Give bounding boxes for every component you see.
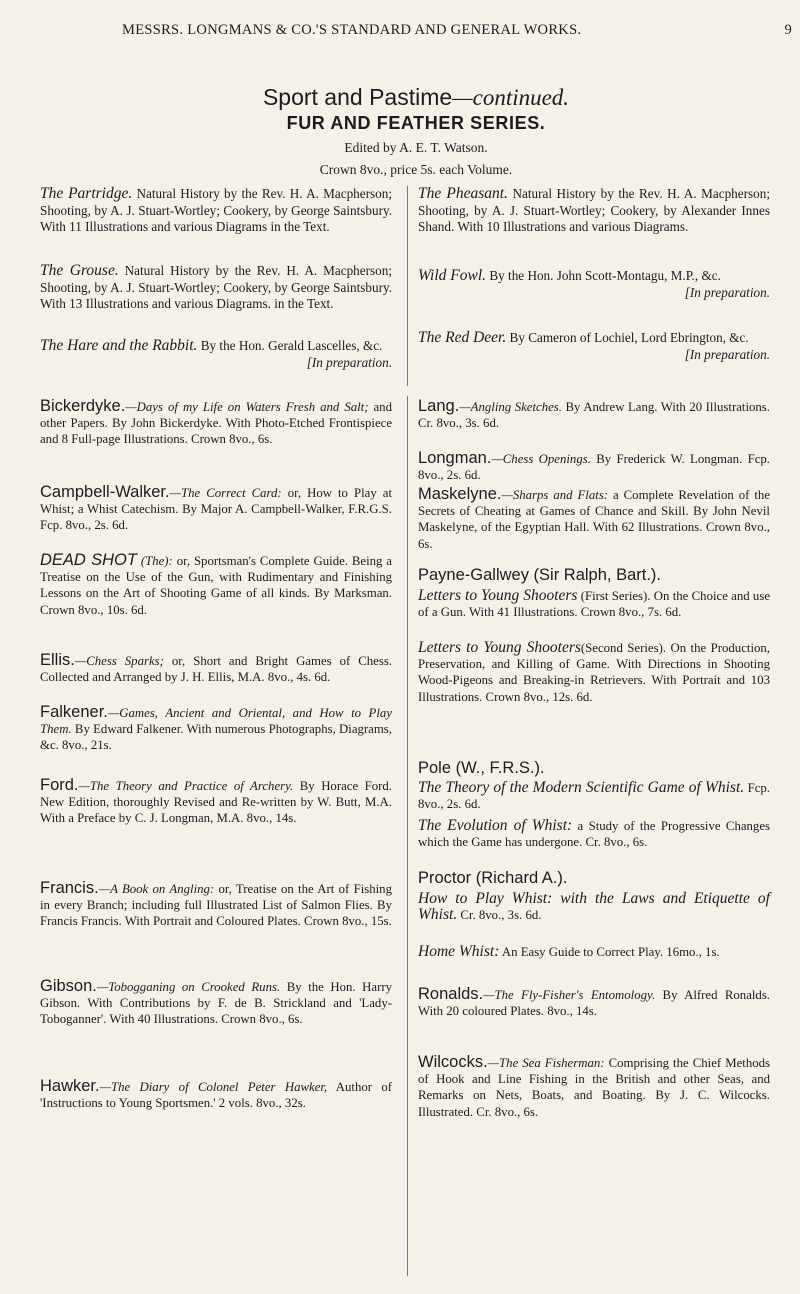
book-entry (40, 652, 392, 685)
book-description: Fcp. 8vo., 2s. 6d. (418, 781, 770, 812)
author-name: Wilcocks. (418, 1053, 488, 1071)
entry-body: By Cameron of Lochiel, Lord Ebrington, &c. (506, 330, 749, 345)
book-entry (418, 870, 770, 887)
book-description: By the Hon. Harry Gibson. With Contributions by F. de B. Strickland and 'Lady-Toboganner'. With 40 Illustrations. Crown 8vo., 6s. (40, 980, 393, 1027)
series-price: Crown 8vo., price 5s. each Volume. (319, 162, 513, 177)
book-title: —Days of my Life on Waters Fresh and Salt; (125, 400, 369, 414)
entry-title: The Grouse. (40, 262, 119, 279)
book-entry (418, 760, 770, 777)
author-name: Ronalds. (418, 985, 484, 1003)
book-entry (418, 588, 770, 620)
author-name: Falkener. (40, 703, 108, 721)
book-title: —Sharps and Flats: (501, 488, 609, 502)
author-name: Maskelyne. (418, 485, 502, 503)
book-entry (418, 640, 770, 705)
book-entry (418, 567, 770, 584)
author-name: Proctor (Richard A.). (418, 869, 568, 887)
book-description: or, Short and Bright Games of Chess. Collected and Arranged by J. H. Ellis, M.A. 8vo., 4s. 6d. (40, 654, 393, 685)
entry-title: Wild Fowl. (418, 267, 487, 284)
book-title: —Chess Openings. (491, 452, 591, 466)
entry-body: By the Hon. John Scott-Montagu, M.P., &c. (486, 268, 721, 283)
series-title: FUR AND FEATHER SERIES. (286, 113, 546, 133)
book-title: —Tobogganing on Crooked Runs. (96, 980, 281, 994)
book-entry (418, 818, 770, 850)
series-entry (418, 186, 770, 236)
section-title-continued: —continued. (452, 85, 570, 110)
author-name: Lang. (418, 397, 460, 415)
section-title-main: Sport and Pastime (262, 84, 453, 110)
book-description: By Edward Falkener. With numerous Photographs, Diagrams, &c. 8vo., 21s. (40, 722, 392, 753)
book-entry (40, 398, 392, 448)
entry-title: The Red Deer. (418, 329, 507, 346)
book-entry (418, 450, 770, 483)
book-description: Author of 'Instructions to Young Sportsmen.' 2 vols. 8vo., 32s. (40, 1080, 392, 1111)
book-entry (40, 978, 392, 1028)
book-title: —The Correct Card: (169, 486, 282, 500)
book-description: (Second Series). On the Production, Preservation, and Killing of Game. With Directions in Shooting Wood-Pigeons and Breaking-in Retrievers. With Portrait and 103 Illustrations. Crown 8vo., 12s. 6d. (418, 641, 770, 704)
author-name: Hawker. (40, 1077, 100, 1095)
book-description: a Study of the Progressive Changes which the Game has undergone. Cr. 8vo., 6s. (418, 819, 770, 850)
book-entry (40, 1078, 392, 1111)
entry-title: The Pheasant. (418, 185, 508, 202)
author-name: Francis. (40, 879, 99, 897)
book-entry (418, 1054, 770, 1120)
entry-title: The Partridge. (40, 185, 133, 202)
series-entry (418, 330, 770, 363)
book-entry (418, 986, 770, 1019)
book-title: Home Whist: (418, 943, 500, 960)
author-name: Bickerdyke. (40, 397, 126, 415)
author-name: Ford. (40, 776, 79, 794)
author-name: Ellis. (40, 651, 75, 669)
book-description: Cr. 8vo., 3s. 6d. (457, 908, 542, 923)
book-title: —The Fly-Fisher's Entomology. (483, 988, 656, 1002)
entry-note: [In preparation. (684, 346, 770, 362)
entry-body: Natural History by the Rev. H. A. Macpherson; Shooting, by A. J. Stuart-Wortley; Cookery, by George Saintsbury. With 11 Illustrations and various Diagrams in the Text. (40, 186, 392, 234)
book-entry (40, 704, 392, 754)
book-title: —The Diary of Colonel Peter Hawker, (99, 1080, 328, 1094)
book-title: Letters to Young Shooters (418, 639, 581, 656)
book-title: How to Play Whist: with the Laws and Etiquette of Whist. (418, 890, 770, 924)
author-name: Gibson. (40, 977, 97, 995)
entry-body: By the Hon. Gerald Lascelles, &c. (197, 338, 383, 353)
book-entry (418, 486, 770, 552)
book-entry (40, 484, 392, 534)
page-number: 9 (784, 22, 792, 38)
series-entry (40, 186, 392, 236)
book-description: Comprising the Chief Methods of Hook and Line Fishing in the British and other Seas, and Remarks on Nets, Boats, and Boating. By J. C. Wilcocks. Illustrated. Cr. 8vo., 6s. (418, 1056, 770, 1119)
column-divider-bottom (407, 396, 408, 1276)
entry-body: Natural History by the Rev. H. A. Macpherson; Shooting, by A. J. Stuart-Wortley; Cookery, by Alexander Innes Shand. With 10 Illustrations and various Diagrams. (418, 186, 770, 234)
column-divider-top (407, 186, 408, 386)
book-title: —Chess Sparks; (74, 654, 164, 668)
book-description: or, Treatise on the Art of Fishing in every Branch; including full Illustrated List of Salmon Flies. By Francis Francis. With Portrait and Coloured Plates. Crown 8vo., 15s. (40, 882, 392, 929)
entry-title: The Hare and the Rabbit. (40, 337, 198, 354)
author-name: DEAD SHOT (40, 551, 137, 569)
book-description: An Easy Guide to Correct Play. 16mo., 1s. (499, 945, 720, 959)
author-name: Longman. (418, 449, 492, 467)
author-name: Campbell-Walker. (40, 483, 170, 501)
book-title: —The Sea Fisherman: (487, 1056, 605, 1070)
author-name: Payne-Gallwey (Sir Ralph, Bart.). (418, 566, 661, 584)
entry-note: [In preparation. (306, 354, 392, 370)
running-head-text: MESSRS. LONGMANS & CO.'S STANDARD AND GENERAL WORKS. (122, 22, 582, 38)
book-entry (418, 780, 770, 812)
book-title: —Games, Ancient and Oriental, and How to Play Them. (40, 706, 392, 737)
series-entry (40, 263, 392, 313)
book-title: —Angling Sketches. (459, 400, 562, 414)
book-entry (418, 398, 770, 431)
book-title: The Theory of the Modern Scientific Game of Whist. (418, 779, 745, 796)
book-catalogue-page (40, 0, 792, 1294)
book-description: a Complete Revelation of the Secrets of Cheating at Games of Chance and Skill. By John Nevil Maskelyne, of the Egyptian Hall. With 62 Illustrations. Crown 8vo., 6s. (418, 488, 770, 551)
series-entry (40, 338, 392, 371)
author-name: Pole (W., F.R.S.). (418, 759, 545, 777)
book-title: The Evolution of Whist: (418, 817, 573, 834)
book-description: By Horace Ford. New Edition, thoroughly Revised and Re-written by W. Butt, M.A. With a Preface by C. J. Longman, M.A. 8vo., 14s. (40, 779, 392, 826)
book-title: —A Book on Angling: (98, 882, 215, 896)
book-entry (40, 777, 392, 827)
book-entry (40, 880, 392, 930)
book-title: —The Theory and Practice of Archery. (78, 779, 294, 793)
book-entry (418, 944, 770, 960)
book-description: By Andrew Lang. With 20 Illustrations. Cr. 8vo., 3s. 6d. (418, 400, 770, 431)
book-description: or, Sportsman's Complete Guide. Being a Treatise on the Use of the Gun, with Rudimentary and Finishing Lessons on the Art of Shooting Game of all kinds. By Marksman. Crown 8vo., 10s. 6d. (40, 554, 392, 617)
series-entry (418, 268, 770, 301)
book-description: or, How to Play at Whist; a Whist Catechism. By Major A. Campbell-Walker, F.R.G.S. Fcp. 8vo., 2s. 6d. (40, 486, 392, 533)
entry-body: Natural History by the Rev. H. A. Macpherson; Shooting, by A. J. Stuart-Wortley; Cookery, by George Saintsbury. With 13 Illustrations and various Diagrams. in the Text. (40, 263, 392, 311)
book-entry (418, 891, 770, 923)
book-title: (The): (136, 554, 173, 568)
book-description: (First Series). On the Choice and use of a Gun. With 41 Illustrations. Crown 8vo., 7s. 6d. (418, 589, 770, 620)
section-title (40, 84, 792, 111)
entry-note: [In preparation. (684, 284, 770, 300)
book-description: By Alfred Ronalds. With 20 coloured Plates. 8vo., 14s. (418, 988, 771, 1019)
book-entry (40, 552, 392, 618)
book-description: By Frederick W. Longman. Fcp. 8vo., 2s. 6d. (418, 452, 770, 483)
book-title: Letters to Young Shooters (418, 587, 578, 604)
series-editor: Edited by A. E. T. Watson. (344, 140, 488, 155)
book-description: and other Papers. By John Bickerdyke. With Photo-Etched Frontispiece and 8 Full-page Illustrations. Crown 8vo., 6s. (40, 400, 392, 447)
